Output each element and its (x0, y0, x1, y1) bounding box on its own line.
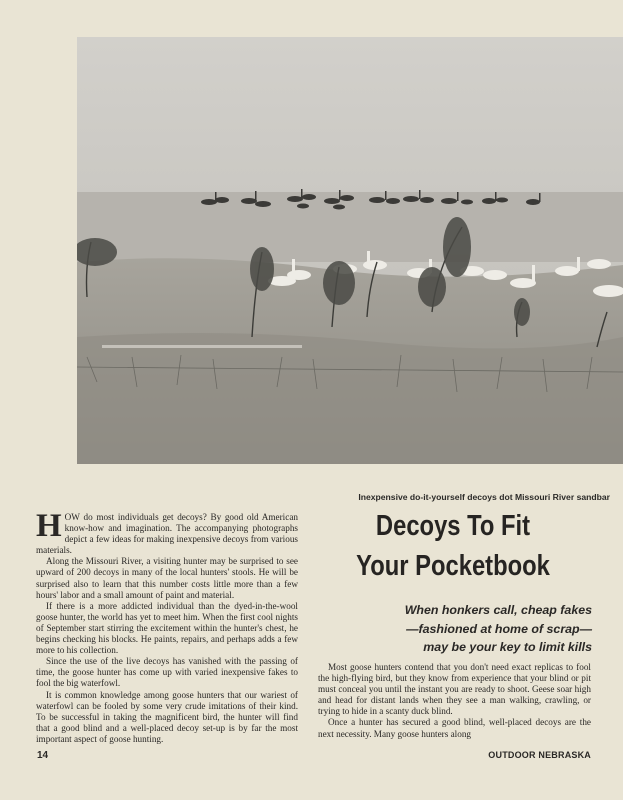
magazine-name: OUTDOOR NEBRASKA (488, 750, 591, 760)
drop-cap: H (36, 508, 62, 544)
sandbar-photo-illustration (77, 37, 623, 464)
paragraph: Most goose hunters contend that you don't need exact replicas to fool the high-flying bird, but they know from experience that your blind or pit must conceal you until the instant you are ready to shoot. Geese soar high and head for distant lands when they see a man walking, crawling, or trying to hide in a scanty duck blind. (318, 662, 591, 717)
article-right-column (318, 662, 591, 740)
article-title (342, 506, 563, 586)
paragraph: Since the use of the live decoys has vanished with the passing of time, the goose hunter has come up with varied inexpensive fakes to fool the big waterfowl. (36, 656, 298, 689)
paragraph: Once a hunter has secured a good blind, well-placed decoys are the next necessity. Many goose hunters along (318, 717, 591, 739)
article-left-column (36, 508, 298, 745)
subtitle-line: —fashioned at home of scrap— (406, 621, 592, 636)
title-line: Your Pocketbook (356, 550, 550, 582)
paragraph: If there is a more addicted individual than the dyed-in-the-wool goose hunter, the world has yet to meet him. When the first cool nights of September start stirring the excitement within the hunter's chest, he begins checking his blocks. He paints, repairs, and perhaps adds a few more to his collection. (36, 600, 298, 656)
paragraph: Along the Missouri River, a visiting hunter may be surprised to see upward of 200 decoys in many of the local hunters' stools. He will be surprised also to learn that this number costs little more than a few hours' labor and a small amount of paint and material. (36, 556, 298, 600)
decoys-photo (77, 37, 623, 464)
page-number: 14 (37, 750, 49, 761)
article-subtitle (332, 601, 592, 657)
subtitle-line: may be your key to limit kills (423, 640, 592, 654)
title-line: Decoys To Fit (375, 510, 531, 542)
paragraph: It is common knowledge among goose hunters that our wariest of waterfowl can be fooled by some very crude imitations of their kind. To be successful in taking the magnificent bird, the hunter will find that a good blind and a well-placed decoy set-up is by far the most important aspect of goose hunting. (36, 689, 298, 744)
photo-caption: Inexpensive do-it-yourself decoys dot Missouri River sandbar (358, 492, 610, 502)
paragraph: HOW do most individuals get decoys? By good old American know-how and imagination. The accompanying photographs depict a few ideas for making inexpensive decoys from various materials. (36, 508, 298, 556)
subtitle-line: When honkers call, cheap fakes (404, 603, 592, 617)
